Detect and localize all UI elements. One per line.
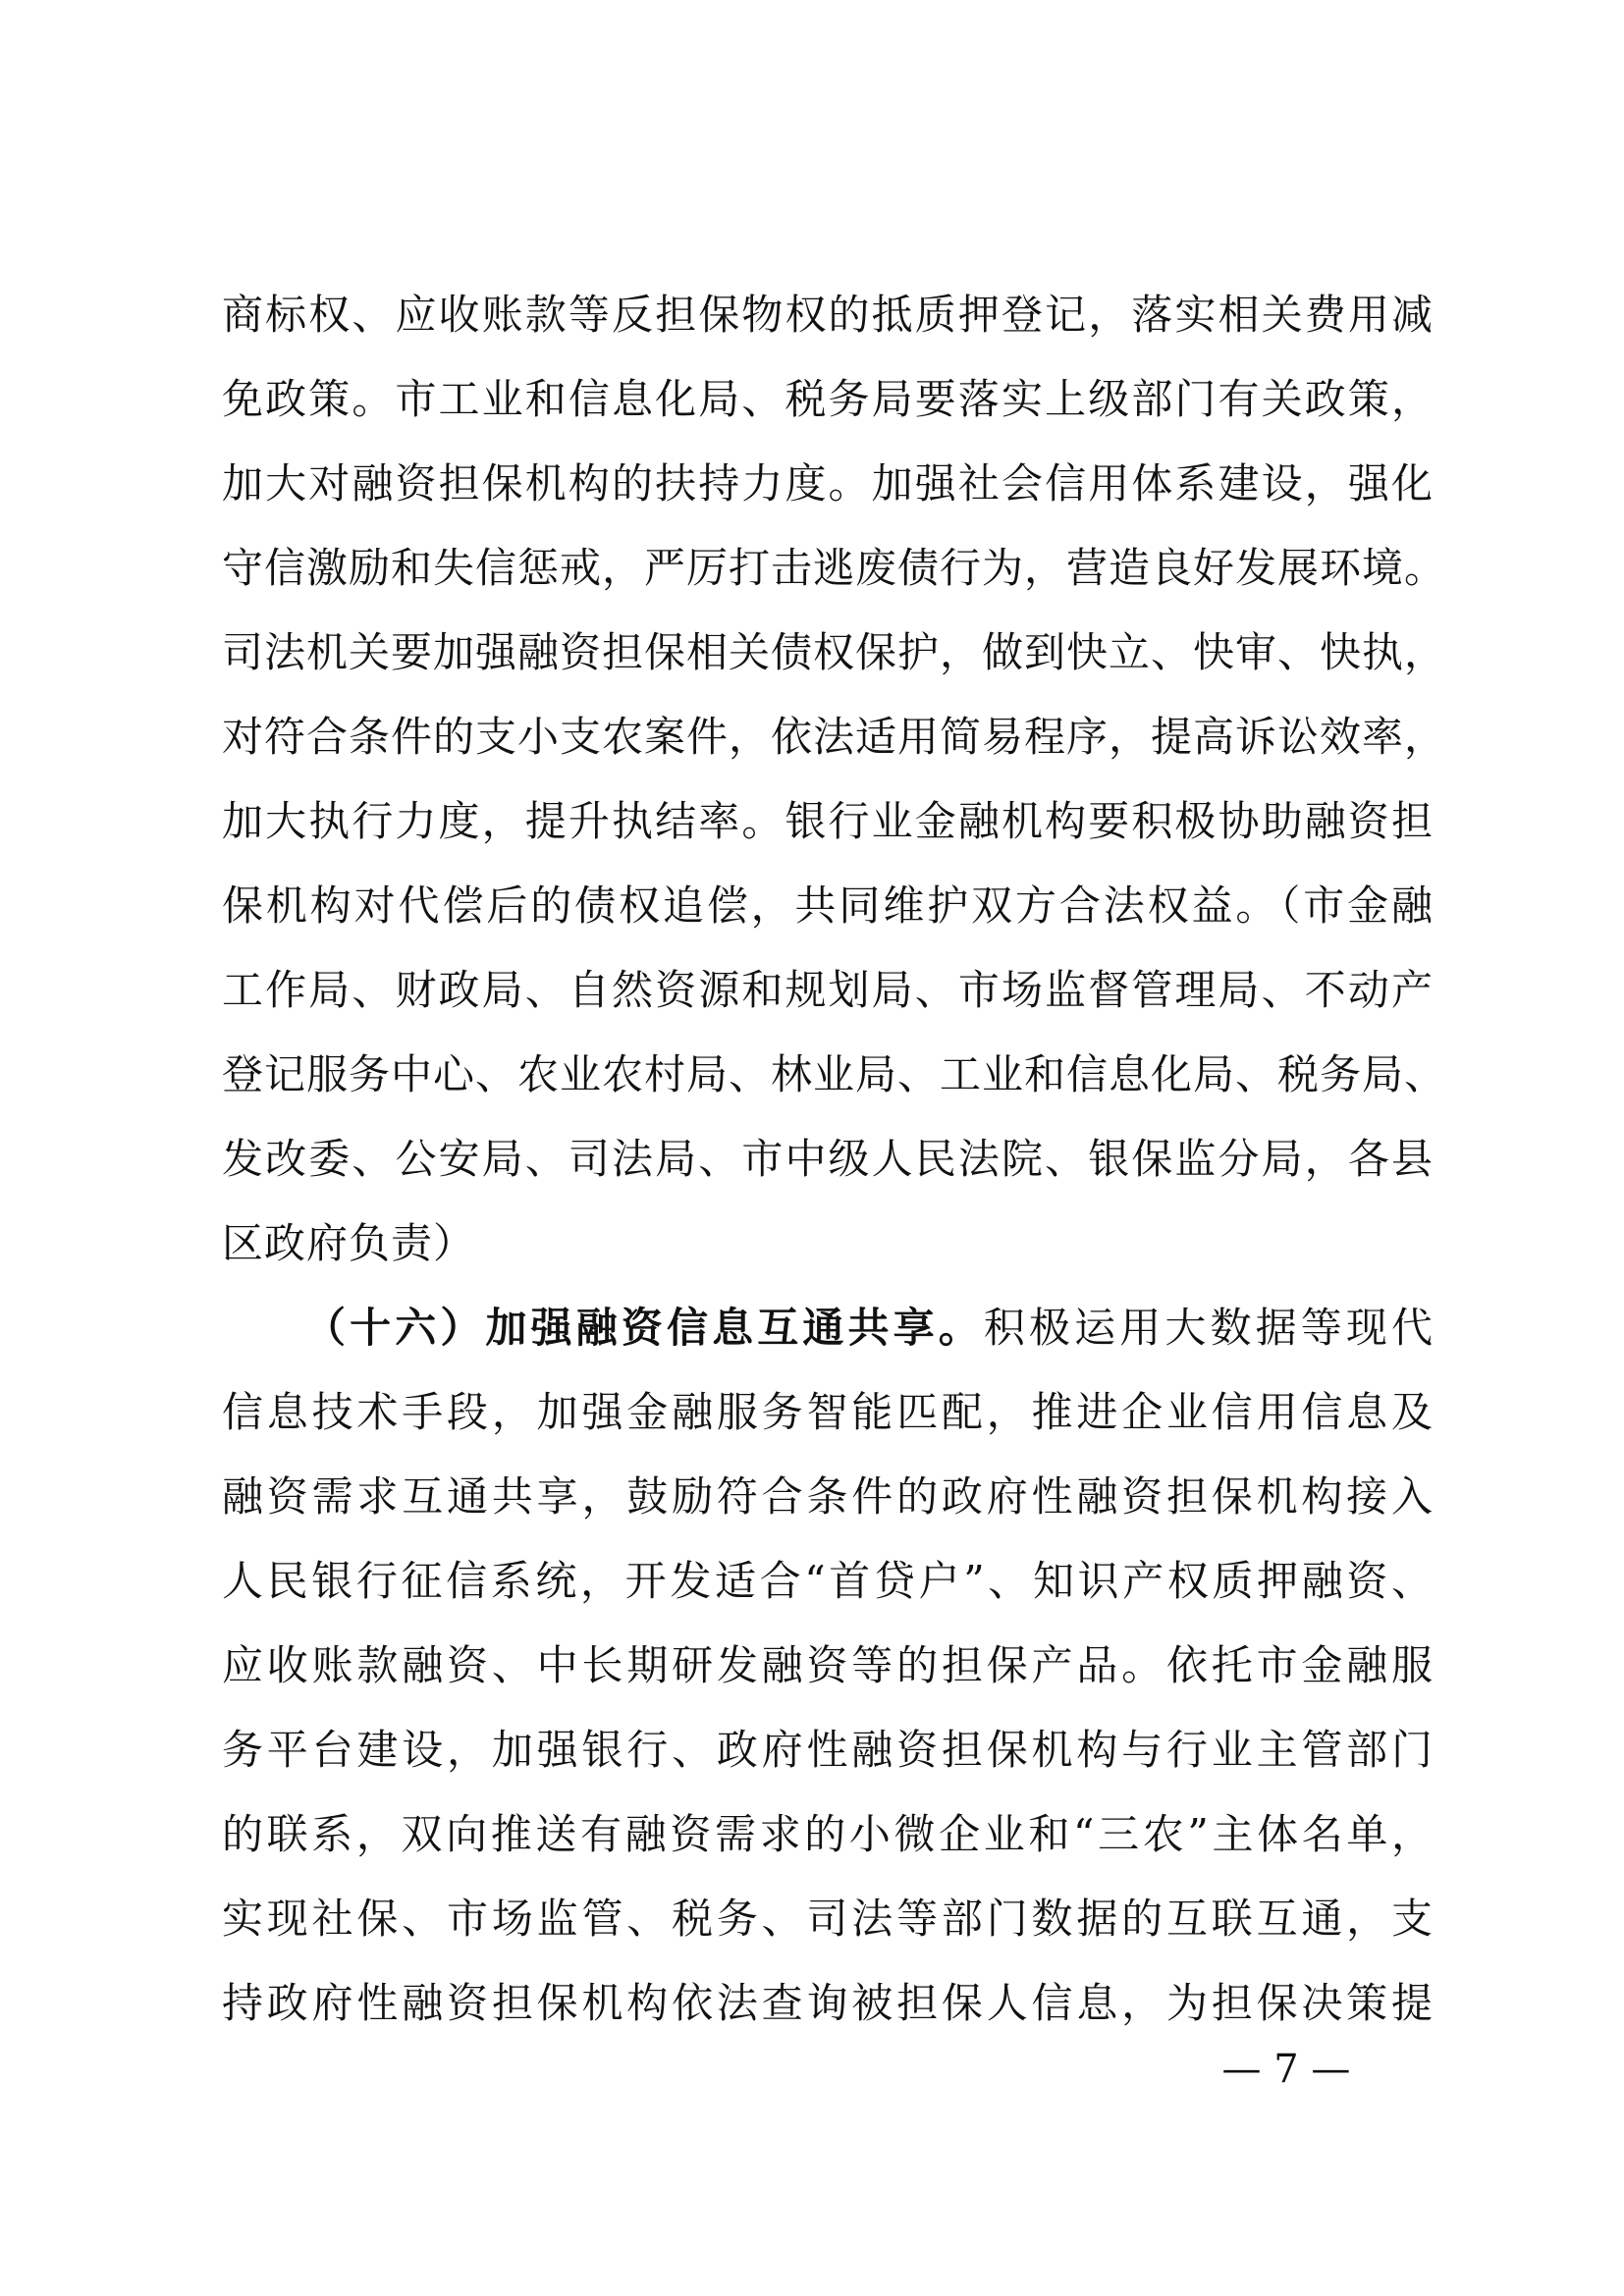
body-text-line: 务平台建设，加强银行、政府性融资担保机构与行业主管部门 (222, 1726, 1434, 1774)
body-text-line: 守信激励和失信惩戒，严厉打击逃废债行为，营造良好发展环境。 (222, 544, 1447, 592)
body-text-line: 司法机关要加强融资担保相关债权保护，做到快立、快审、快执， (222, 628, 1447, 676)
page-number: — 7 — (1221, 2047, 1351, 2092)
section-16-first-line-text: 积极运用大数据等现代 (983, 1304, 1434, 1352)
body-text-line: 实现社保、市场监管、税务、司法等部门数据的互联互通，支 (222, 1895, 1434, 1943)
body-text-line: 人民银行征信系统，开发适合“首贷户”、知识产权质押融资、 (222, 1557, 1434, 1605)
section-16-heading: （十六）加强融资信息互通共享。 (304, 1304, 984, 1352)
body-text-line: 免政策。市工业和信息化局、税务局要落实上级部门有关政策， (222, 375, 1434, 423)
body-text-line: 融资需求互通共享，鼓励符合条件的政府性融资担保机构接入 (222, 1472, 1434, 1521)
body-text-line: 加大对融资担保机构的扶持力度。加强社会信用体系建设，强化 (222, 459, 1434, 507)
body-text-line: 登记服务中心、农业农村局、林业局、工业和信息化局、税务局、 (222, 1050, 1447, 1098)
body-text-line: 的联系，双向推送有融资需求的小微企业和“三农”主体名单， (222, 1810, 1434, 1858)
body-text-line: 应收账款融资、中长期研发融资等的担保产品。依托市金融服 (222, 1641, 1434, 1689)
body-text-line: 信息技术手段，加强金融服务智能匹配，推进企业信用信息及 (222, 1388, 1434, 1436)
body-text-line: 商标权、应收账款等反担保物权的抵质押登记，落实相关费用减 (222, 291, 1434, 339)
body-text-line: 对符合条件的支小支农案件，依法适用简易程序，提高诉讼效率， (222, 713, 1447, 761)
body-text-line: 区政府负责） (222, 1219, 476, 1267)
body-text-line: 发改委、公安局、司法局、市中级人民法院、银保监分局，各县 (222, 1135, 1434, 1183)
body-text-line: 持政府性融资担保机构依法查询被担保人信息，为担保决策提 (222, 1979, 1434, 2027)
body-text-line: 保机构对代偿后的债权追偿，共同维护双方合法权益。（市金融 (222, 881, 1434, 930)
body-text-line: 工作局、财政局、自然资源和规划局、市场监督管理局、不动产 (222, 966, 1434, 1014)
body-text-line: 加大执行力度，提升执结率。银行业金融机构要积极协助融资担 (222, 797, 1434, 845)
section-16-first-line (304, 1294, 1434, 1362)
